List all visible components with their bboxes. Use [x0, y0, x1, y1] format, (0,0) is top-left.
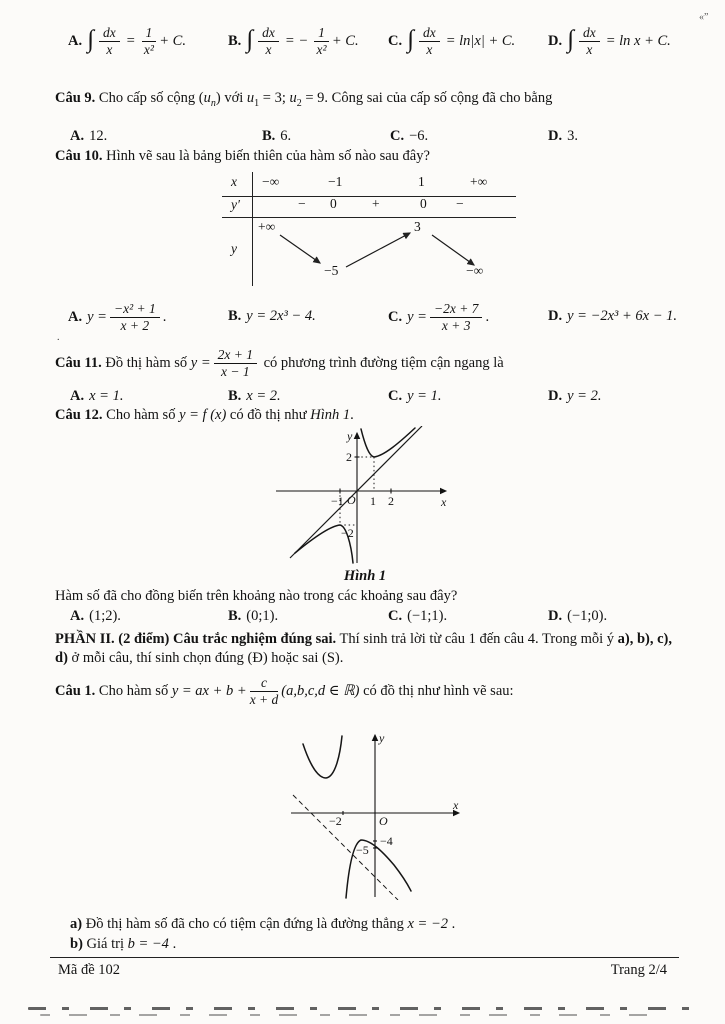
p2q1-item-a: a) Đồ thị hàm số đã cho có tiệm cận đứng là đường thẳng x = −2 .: [70, 916, 456, 932]
q10-option-c: C. y = $\frac{-2x + 7}{x + 3}$ .: [388, 301, 490, 334]
fraction: $\frac{dx}{x}$: [258, 26, 279, 57]
variation-arrows: [222, 217, 516, 285]
axis-label-y: y: [347, 429, 353, 443]
question-number: Câu 10.: [55, 148, 103, 164]
axis-label-x: x: [453, 798, 459, 812]
figure-2: [283, 728, 468, 900]
table-row-y-prime: [222, 196, 516, 218]
q8-options-row: [55, 26, 705, 68]
q11-option-b: B. x = 2.: [228, 388, 281, 404]
q8-option-c: C. ∫ $\frac{dx}{x}$ = ln|x| + C.: [388, 25, 516, 58]
curve-right-branch: [361, 428, 415, 457]
integral-sign: ∫: [246, 26, 254, 54]
tick-label: −5: [356, 843, 369, 857]
question-number: Câu 11.: [55, 355, 102, 371]
tick-label: −2: [341, 526, 354, 540]
function-graph-2: [283, 728, 468, 900]
part2-header: PHẦN II. (2 điểm) Câu trắc nghiệm đúng sai. Thí sinh trả lời từ câu 1 đến câu 4. Trong mỗi ý a), b), c), d) ở mỗi câu, thí sinh chọn đúng (Đ) hoặc sai (S).: [55, 631, 673, 666]
table-value: −5: [324, 263, 339, 278]
tick-label: −2: [329, 814, 342, 828]
q8-option-b: B. ∫ $\frac{dx}{x}$ = − $\frac{1}{\text{x²}}$ + C.: [228, 25, 359, 58]
arrow-down: [432, 235, 474, 265]
q10-option-b: B. y = 2x³ − 4.: [228, 308, 316, 324]
axis-label-y: y: [379, 731, 385, 745]
footer-exam-code: Mã đề 102: [58, 962, 121, 978]
q12-question: Hàm số đã cho đồng biến trên khoảng nào trong các khoảng sau đây?: [55, 588, 458, 604]
origin-label: O: [379, 814, 388, 828]
scan-noise: [40, 1014, 665, 1016]
integral-sign: ∫: [407, 26, 414, 54]
p2q1-title: Câu 1. Cho hàm số y = ax + b + $\frac{c}{x + d}$ (a,b,c,d ∈ ℝ) có đồ thị như hình vẽ sau:: [55, 675, 514, 708]
table-value: 3: [414, 219, 421, 234]
tick-label: 1: [370, 494, 376, 508]
q10-title: Câu 10. Hình vẽ sau là bảng biến thiên của hàm số nào sau đây?: [55, 148, 430, 164]
arrow-down: [280, 235, 320, 263]
fraction: $\frac{2x + 1}{x - 1}$: [214, 348, 257, 379]
q12-option-a: A. (1;2).: [70, 608, 121, 624]
q9-option-b: B. 6.: [262, 128, 292, 144]
option-label: A.: [68, 33, 83, 49]
table-value: 0: [330, 196, 337, 211]
q9-options-row: [55, 128, 705, 148]
fraction: $\frac{dx}{x}$: [419, 26, 440, 57]
arrow-up: [346, 233, 410, 267]
q9-option-a: A. 12.: [70, 128, 108, 144]
q9-title: Câu 9. Cho cấp số cộng $(u_n)$ với $u_1 = 3$; $u_2 = 9$. Công sai của cấp số cộng đã cho bằng: [55, 90, 553, 109]
table-value: +∞: [258, 219, 276, 234]
variation-table: [222, 172, 516, 286]
p2q1-item-b: b) Giá trị b = −4 .: [70, 936, 177, 952]
question-number: Câu 1.: [55, 683, 96, 699]
footer-rule: [50, 957, 679, 958]
table-value: −∞: [262, 174, 280, 189]
integral-sign: ∫: [87, 26, 94, 54]
tick-label: 2: [346, 450, 352, 464]
axis-label-x: x: [441, 495, 447, 509]
q10-options-row: [55, 292, 705, 336]
table-row-x: [222, 172, 516, 197]
scan-artifact: .: [57, 332, 60, 343]
q11-option-d: D. y = 2.: [548, 388, 602, 404]
table-value: −1: [328, 174, 343, 189]
fraction: $\frac{dx}{x}$: [99, 26, 120, 57]
q11-option-a: A. x = 1.: [70, 388, 124, 404]
q12-option-b: B. (0;1).: [228, 608, 279, 624]
q12-option-d: D. (−1;0).: [548, 608, 608, 624]
row-header-y-prime: y′: [231, 197, 240, 212]
scan-noise: [28, 1007, 697, 1010]
fraction: $\frac{-2x + 7}{x + 3}$: [430, 302, 482, 333]
footer-page-number: Trang 2/4: [610, 962, 667, 978]
q8-option-a: A. ∫ $\frac{dx}{x}$ = $\frac{1}{\text{x²}}$ + C.: [68, 25, 186, 58]
option-label: C.: [388, 33, 403, 49]
row-header-x: x: [231, 174, 237, 189]
scan-artifact: «”: [699, 12, 709, 23]
table-value: −: [298, 196, 306, 211]
asymptote-line: [290, 426, 422, 558]
option-label: D.: [548, 33, 563, 49]
curve-upper-left-branch: [303, 736, 342, 778]
question-number: Câu 12.: [55, 407, 103, 423]
q12-title: Câu 12. Cho hàm số y = f (x) có đồ thị như Hình 1.: [55, 407, 354, 423]
table-value: −: [456, 196, 464, 211]
fraction: $\frac{c}{x + d}$: [249, 675, 279, 708]
table-value: 0: [420, 196, 427, 211]
option-label: B.: [228, 33, 242, 49]
table-row-y: [222, 217, 516, 285]
q8-option-d: D. ∫ $\frac{dx}{x}$ = ln x + C.: [548, 25, 671, 58]
tick-label: −1: [331, 494, 344, 508]
q10-option-a: A. y = $\frac{\text{−x² + 1}}{x + 2}$ .: [68, 301, 167, 334]
q9-option-d: D. 3.: [548, 128, 578, 144]
q12-option-c: C. (−1;1).: [388, 608, 448, 624]
q9-option-c: C. −6.: [390, 128, 429, 144]
integral-sign: ∫: [567, 26, 574, 54]
q12-options-row: [55, 608, 705, 628]
tick-label: 2: [388, 494, 394, 508]
function-graph-1: [262, 426, 462, 568]
fraction: $\frac{dx}{x}$: [579, 26, 600, 57]
figure-1-caption: Hình 1: [343, 568, 387, 584]
fraction: $\frac{1}{\text{x²}}$: [314, 26, 329, 57]
fraction: $\frac{\text{−x² + 1}}{x + 2}$: [110, 302, 160, 333]
tick-label: −4: [380, 834, 393, 848]
table-value: 1: [418, 174, 425, 189]
figure-1: [262, 426, 462, 568]
q11-option-c: C. y = 1.: [388, 388, 442, 404]
row-header-y: y: [231, 241, 237, 256]
q11-options-row: [55, 388, 705, 408]
q10-option-d: D. y = −2x³ + 6x − 1.: [548, 308, 678, 324]
table-value: +: [372, 196, 380, 211]
fraction: $\frac{1}{\text{x²}}$: [142, 26, 157, 57]
table-value: −∞: [466, 263, 484, 278]
q11-title: Câu 11. Đồ thị hàm số y = $\frac{2x + 1}{x - 1}$ có phương trình đường tiệm cận ngang là: [55, 347, 504, 380]
question-number: Câu 9.: [55, 90, 96, 106]
table-value: +∞: [470, 174, 488, 189]
origin-label: O: [347, 493, 356, 507]
